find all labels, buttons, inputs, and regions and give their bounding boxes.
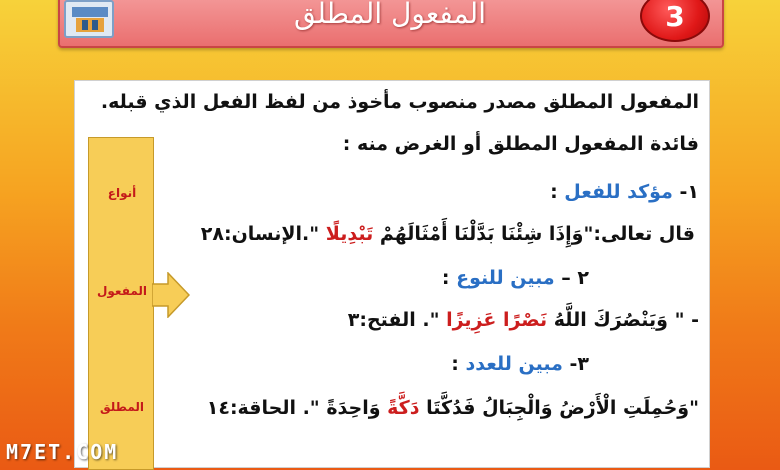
type2-number: ٢ – <box>561 267 589 289</box>
example1-suffix: ".الإنسان:٢٨ <box>200 223 326 245</box>
definition-text: المفعول المطلق مصدر منصوب مأخوذ من لفظ الفعل الذي قبله. <box>100 91 699 113</box>
example1-text <box>201 223 695 245</box>
slide-number-badge: 3 <box>640 0 710 42</box>
type1-heading <box>550 181 699 203</box>
example2-highlight: نَصْرًا عَزِيزًا <box>446 309 548 331</box>
sidebar-label-middle: المفعول <box>96 284 147 298</box>
page-title: المفعول المطلق <box>294 0 486 30</box>
purpose-heading: فائدة المفعول المطلق أو الغرض منه : <box>342 133 699 155</box>
type1-colon: : <box>550 181 558 203</box>
example3-text <box>207 397 699 419</box>
type3-name: مبين للعدد <box>465 353 563 375</box>
type2-heading <box>442 267 589 289</box>
type1-name: مؤكد للفعل <box>564 181 673 203</box>
type2-colon: : <box>441 267 450 289</box>
sidebar-label-bottom: المطلق <box>99 400 145 414</box>
type3-heading <box>451 353 589 375</box>
site-watermark: M7ET.COM <box>6 440 119 464</box>
type2-name: مبين للنوع <box>456 267 555 289</box>
type3-number: ٣- <box>569 353 589 375</box>
arrow-right-icon <box>152 272 190 318</box>
example2-prefix: - " وَيَنْصُرَكَ اللَّهُ <box>547 309 699 331</box>
example2-suffix: ". الفتح:٣ <box>347 309 447 331</box>
sidebar-label-top: أنواع <box>107 186 137 200</box>
example3-suffix: وَاحِدَةً ". الحاقة:١٤ <box>206 397 388 419</box>
logo-icon <box>64 0 114 38</box>
example1-prefix: قال تعالى:"وَإِذَا شِئْنَا بَدَّلْنَا أَمْثَالَهُمْ <box>373 223 695 245</box>
example3-prefix: "وَحُمِلَتِ الْأَرْضُ وَالْجِبَالُ فَدُكَّتَا <box>419 397 699 419</box>
type3-colon: : <box>451 353 459 375</box>
example3-highlight: دَكَّةً <box>387 397 420 419</box>
example1-highlight: تَبْدِيلًا <box>325 223 374 245</box>
type1-number: ١- <box>679 181 699 203</box>
example2-text <box>348 309 699 331</box>
types-sidebar <box>88 137 154 470</box>
